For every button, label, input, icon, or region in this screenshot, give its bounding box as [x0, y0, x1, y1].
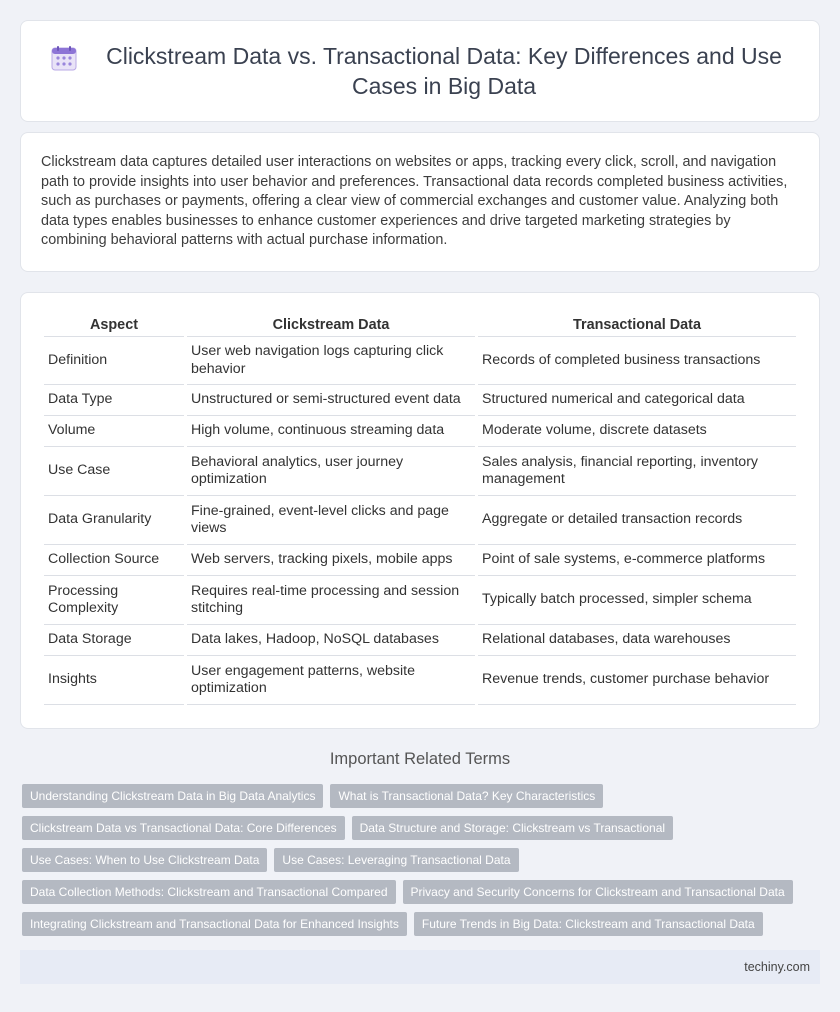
table-row: [44, 625, 796, 656]
footer-site-link[interactable]: techiny.com: [744, 960, 810, 974]
cell-clickstream: Requires real-time processing and session stitching: [187, 576, 475, 625]
table-row: [44, 416, 796, 447]
related-tag[interactable]: Understanding Clickstream Data in Big Data Analytics: [22, 784, 323, 808]
related-tag[interactable]: Data Collection Methods: Clickstream and Transactional Compared: [22, 880, 396, 904]
comparison-table-card: [20, 292, 820, 729]
table-row: [44, 496, 796, 545]
header-aspect: Aspect: [44, 313, 184, 337]
table-row: [44, 337, 796, 385]
table-row: [44, 385, 796, 416]
cell-transactional: Point of sale systems, e-commerce platforms: [478, 545, 796, 576]
cell-transactional: Structured numerical and categorical data: [478, 385, 796, 416]
cell-aspect: Data Granularity: [44, 496, 184, 545]
cell-transactional: Typically batch processed, simpler schema: [478, 576, 796, 625]
intro-card: [20, 132, 820, 272]
cell-clickstream: Behavioral analytics, user journey optimization: [187, 447, 475, 496]
related-tag[interactable]: Future Trends in Big Data: Clickstream and Transactional Data: [414, 912, 763, 936]
cell-transactional: Aggregate or detailed transaction records: [478, 496, 796, 545]
related-tag[interactable]: Integrating Clickstream and Transactional Data for Enhanced Insights: [22, 912, 407, 936]
header-transactional: Transactional Data: [478, 313, 796, 337]
cell-clickstream: Unstructured or semi-structured event data: [187, 385, 475, 416]
cell-clickstream: Data lakes, Hadoop, NoSQL databases: [187, 625, 475, 656]
cell-clickstream: High volume, continuous streaming data: [187, 416, 475, 447]
calendar-grid-icon: [51, 45, 77, 71]
cell-aspect: Use Case: [44, 447, 184, 496]
table-row: [44, 447, 796, 496]
cell-transactional: Moderate volume, discrete datasets: [478, 416, 796, 447]
table-row: [44, 656, 796, 705]
related-tag[interactable]: Clickstream Data vs Transactional Data: Core Differences: [22, 816, 345, 840]
table-row: [44, 576, 796, 625]
cell-aspect: Processing Complexity: [44, 576, 184, 625]
cell-clickstream: User web navigation logs capturing click behavior: [187, 337, 475, 385]
table-header-row: [44, 313, 796, 337]
cell-transactional: Revenue trends, customer purchase behavior: [478, 656, 796, 705]
related-tag[interactable]: Data Structure and Storage: Clickstream vs Transactional: [352, 816, 673, 840]
cell-clickstream: Fine-grained, event-level clicks and page views: [187, 496, 475, 545]
title-wrap: [51, 41, 789, 101]
header-clickstream: Clickstream Data: [187, 313, 475, 337]
cell-transactional: Relational databases, data warehouses: [478, 625, 796, 656]
cell-aspect: Volume: [44, 416, 184, 447]
related-tag[interactable]: Use Cases: Leveraging Transactional Data: [274, 848, 518, 872]
cell-aspect: Data Storage: [44, 625, 184, 656]
related-tag[interactable]: Use Cases: When to Use Clickstream Data: [22, 848, 267, 872]
cell-aspect: Definition: [44, 337, 184, 385]
cell-aspect: Insights: [44, 656, 184, 705]
cell-clickstream: Web servers, tracking pixels, mobile apps: [187, 545, 475, 576]
cell-transactional: Records of completed business transactions: [478, 337, 796, 385]
cell-aspect: Collection Source: [44, 545, 184, 576]
intro-paragraph: Clickstream data captures detailed user interactions on websites or apps, tracking every click, scroll, and navigation path to provide insights into user behavior and preferences. Transactional data records completed business activities, such as purchases or payments, offering a clear view of commercial exchanges and customer value. Analyzing both data types enables businesses to enhance customer experiences and drive targeted marketing strategies by combining behavioral patterns with actual purchase information.: [41, 154, 788, 248]
page-title: Clickstream Data vs. Transactional Data: Key Differences and Use Cases in Big Data: [106, 43, 782, 99]
related-tag[interactable]: Privacy and Security Concerns for Clickstream and Transactional Data: [403, 880, 793, 904]
table-row: [44, 545, 796, 576]
title-card: [20, 20, 820, 122]
cell-clickstream: User engagement patterns, website optimization: [187, 656, 475, 705]
related-tag[interactable]: What is Transactional Data? Key Characteristics: [330, 784, 603, 808]
related-terms-heading: Important Related Terms: [329, 750, 511, 768]
related-tags: [22, 784, 820, 944]
comparison-table: [41, 313, 799, 705]
footer-bar: [20, 950, 820, 984]
cell-aspect: Data Type: [44, 385, 184, 416]
cell-transactional: Sales analysis, financial reporting, inventory management: [478, 447, 796, 496]
